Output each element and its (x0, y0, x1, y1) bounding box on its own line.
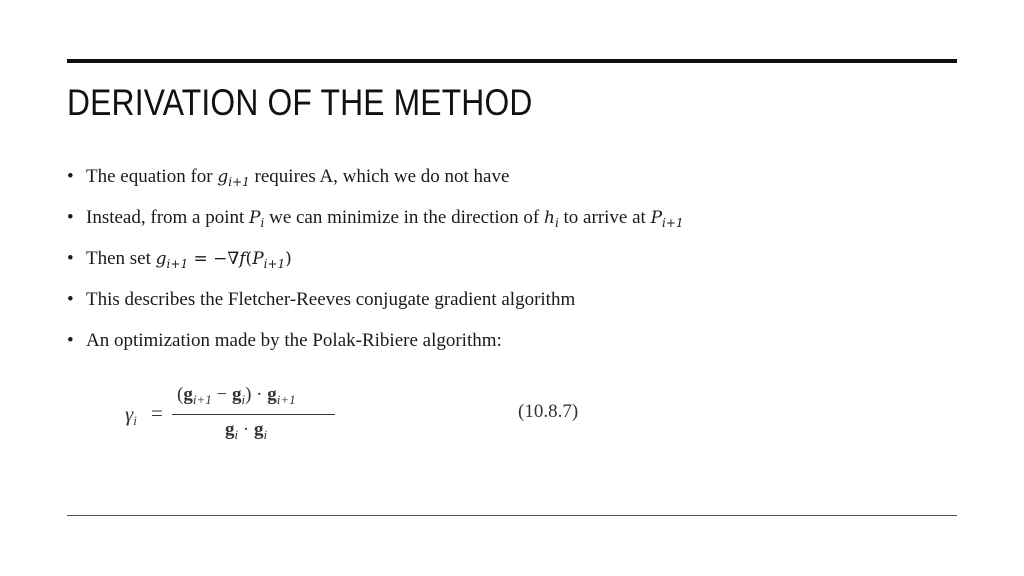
bullet-dot: • (67, 330, 74, 351)
equation-number: (10.8.7) (518, 401, 579, 422)
bullet-list (67, 164, 947, 369)
top-rule (67, 59, 957, 63)
polak-ribiere-equation (125, 384, 605, 444)
math-f: f (239, 249, 246, 269)
equation-numerator: $(g_{i+1} - g_i) \cdot g_{i+1}$ (177, 384, 296, 407)
bullet-item: • The equation for $g_{i+1}$ requires A, which we do not have (67, 166, 510, 189)
math-h-i: $h_i$ (543, 208, 559, 230)
bullet-dot: • (67, 207, 74, 228)
bullet-item: • Then set $g_{i+1} = -\nabla f(P_{i+1})$ (67, 248, 292, 271)
math-operator: = −∇ (188, 249, 240, 269)
slide-title: DERIVATION OF THE METHOD (67, 82, 533, 123)
bullet-item: • Instead, from a point $P_i$ we can minimize in the direction of $h_i$ to arrive at $P_{i+1}$ (67, 207, 684, 230)
fraction-bar (172, 414, 335, 415)
bullet-item: • An optimization made by the Polak-Ribiere algorithm: (67, 330, 502, 351)
bullet-item: • This describes the Fletcher-Reeves conjugate gradient algorithm (67, 289, 576, 310)
math-g-i-plus-1: $g_{i+1}$ (155, 249, 189, 271)
equation-denominator: $g_i \cdot g_i$ (225, 419, 268, 442)
bottom-rule (67, 515, 957, 516)
equation-lhs: $\gamma_i$ (125, 402, 137, 428)
math-p-i-plus-1: $P_{i+1}$ (252, 249, 286, 271)
bullet-dot: • (67, 166, 74, 187)
math-g-i-plus-1: $g_{i+1}$ (217, 167, 250, 189)
math-p-i: $P_i$ (249, 208, 265, 230)
bullet-dot: • (67, 289, 74, 310)
math-p-i-plus-1: $P_{i+1}$ (650, 208, 684, 230)
equation-equals: = (151, 401, 163, 425)
bullet-dot: • (67, 248, 74, 269)
